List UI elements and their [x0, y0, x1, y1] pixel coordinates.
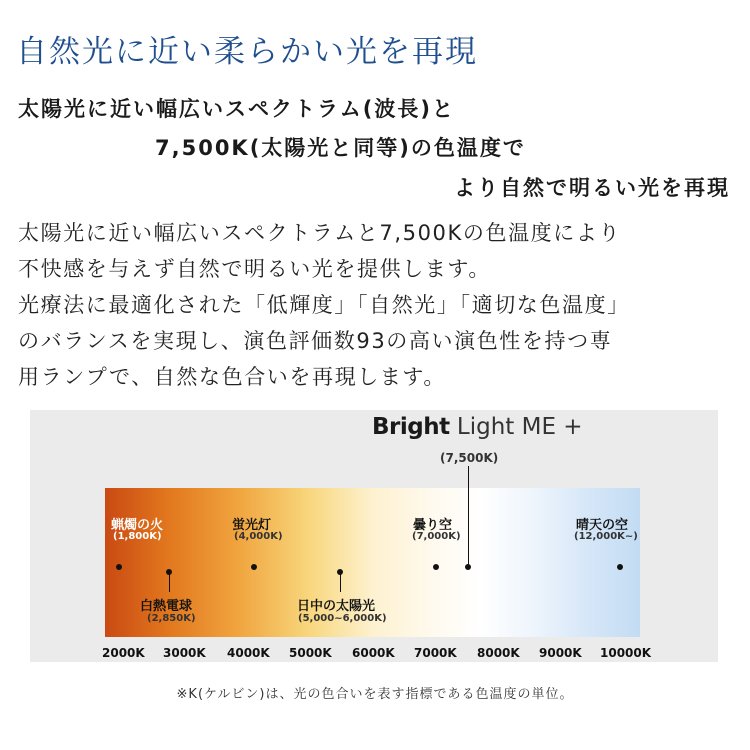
marker-daylight-kelvin: (5,000~6,000K) [298, 613, 387, 624]
body-line: 用ランプで、自然な色合いを再現します。 [18, 365, 446, 389]
brand-bold: Bright [372, 414, 450, 440]
brand-pointer-dot [465, 564, 471, 570]
brand-light: Light ME + [456, 414, 583, 440]
marker-clear-sky-dot [617, 564, 623, 570]
body-line: 光療法に最適化された「低輝度」「自然光」「適切な色温度」 [18, 293, 630, 317]
marker-fluorescent-label: 蛍光灯 [232, 518, 272, 533]
axis-tick: 10000K [600, 646, 652, 660]
marker-incandescent-kelvin: (2,850K) [147, 613, 196, 624]
axis-tick: 2000K [102, 646, 145, 660]
marker-daylight-label: 日中の太陽光 [297, 599, 376, 614]
marker-daylight-dot [337, 569, 343, 575]
brand-logo [372, 414, 583, 440]
marker-clear-sky-kelvin: (12,000K~) [574, 531, 638, 542]
marker-candle-label: 蝋燭の火 [111, 518, 164, 533]
axis-tick: 9000K [539, 646, 582, 660]
marker-incandescent-line [169, 572, 170, 592]
marker-candle-dot [116, 564, 122, 570]
marker-candle-kelvin: (1,800K) [113, 531, 162, 542]
subheading-line-3: より自然で明るい光を再現 [454, 176, 730, 200]
axis-tick: 5000K [289, 646, 332, 660]
marker-cloudy-dot [433, 564, 439, 570]
body-paragraph [18, 215, 738, 395]
axis-tick: 7000K [414, 646, 457, 660]
axis-tick: 8000K [477, 646, 520, 660]
axis-tick: 3000K [163, 646, 206, 660]
axis-tick: 6000K [352, 646, 395, 660]
body-line: 太陽光に近い幅広いスペクトラムと7,500Kの色温度により [18, 221, 622, 245]
marker-cloudy-label: 曇り空 [413, 518, 453, 533]
subheading-line-1: 太陽光に近い幅広いスペクトラム(波長)と [18, 97, 455, 121]
axis-tick: 4000K [227, 646, 270, 660]
marker-clear-sky-label: 晴天の空 [576, 518, 629, 533]
page-title: 自然光に近い柔らかい光を再現 [16, 34, 478, 70]
footnote: ※K(ケルビン)は、光の色合いを表す指標である色温度の単位。 [176, 687, 574, 702]
marker-daylight-line [340, 572, 341, 592]
brand-pointer-line [468, 466, 469, 568]
marker-incandescent-dot [166, 569, 172, 575]
subheading-line-2: 7,500K(太陽光と同等)の色温度で [155, 136, 526, 160]
body-line: 不快感を与えず自然で明るい光を提供します。 [18, 257, 491, 281]
marker-incandescent-label: 白熱電球 [140, 599, 193, 614]
marker-fluorescent-dot [251, 564, 257, 570]
brand-kelvin: (7,500K) [440, 451, 499, 465]
marker-fluorescent-kelvin: (4,000K) [234, 531, 283, 542]
body-line: のバランスを実現し、演色評価数93の高い演色性を持つ専 [18, 329, 613, 353]
marker-cloudy-kelvin: (7,000K) [412, 531, 461, 542]
